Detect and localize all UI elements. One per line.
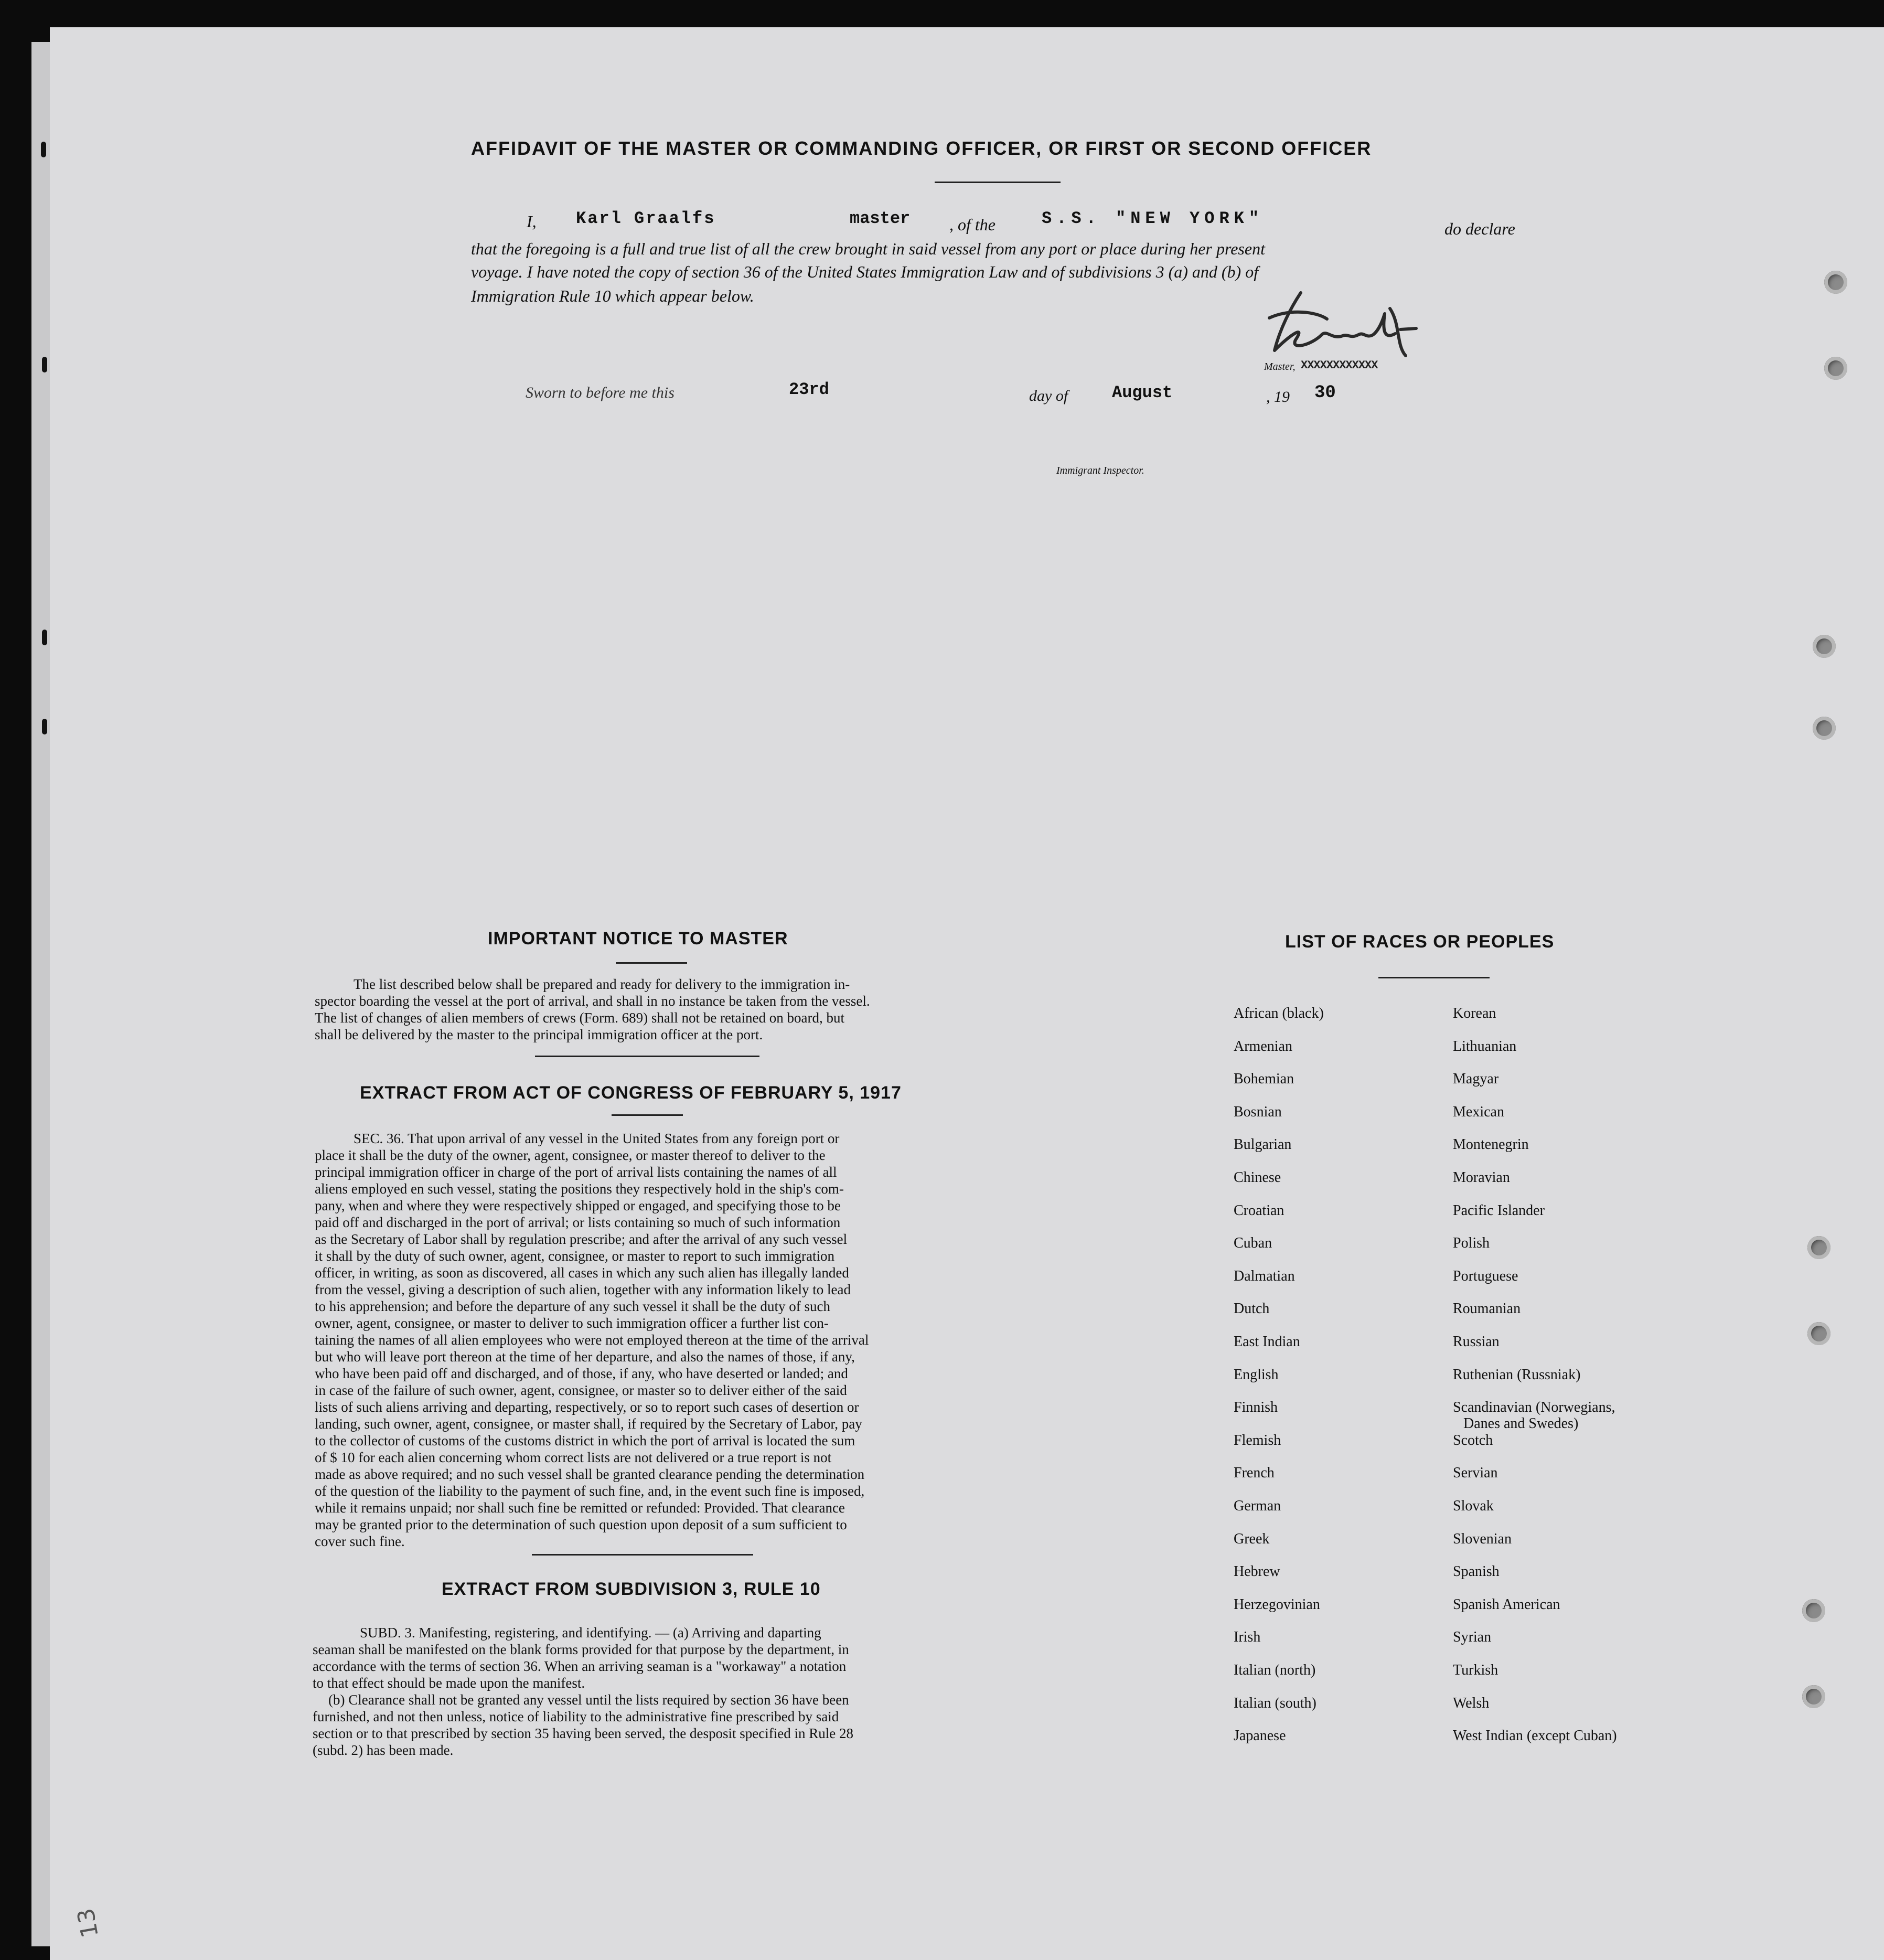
notice-line: spector boarding the vessel at the port of arrival, and shall in no instance be taken from the vessel. xyxy=(315,993,870,1009)
act-line: cover such fine. xyxy=(315,1533,405,1549)
rule-line: (subd. 2) has been made. xyxy=(313,1742,454,1758)
notice-body xyxy=(315,976,980,1043)
race-item: Slovak xyxy=(1453,1498,1494,1514)
act-line: of $ 10 for each alien concerning whom correct lists are not delivered or a true report is not xyxy=(315,1450,832,1465)
punch-hole xyxy=(1807,1236,1831,1259)
signature-label: Master, xyxy=(1264,361,1296,372)
race-item: Pacific Islander xyxy=(1453,1202,1545,1219)
affidavit-i-label: I, xyxy=(527,212,537,231)
act-line: pany, when and where they were respectively shipped or engaged, and specifying those to be xyxy=(315,1198,841,1213)
binding-mark xyxy=(42,357,47,372)
act-line: may be granted prior to the determination of such question upon deposit of a sum sufficient to xyxy=(315,1517,847,1532)
race-item: Dalmatian xyxy=(1234,1267,1295,1284)
act-line: made as above required; and no such vessel shall be granted clearance pending the determination xyxy=(315,1466,865,1482)
race-item: Finnish xyxy=(1234,1399,1278,1416)
master-name: Karl Graalfs xyxy=(576,209,716,228)
act-title-divider xyxy=(612,1114,683,1116)
race-item: Roumanian xyxy=(1453,1301,1521,1317)
race-item: Flemish xyxy=(1234,1432,1281,1448)
race-item: Italian (north) xyxy=(1234,1662,1316,1678)
race-item: Lithuanian xyxy=(1453,1038,1517,1054)
notice-line: The list of changes of alien members of crews (Form. 689) shall not be retained on board, but xyxy=(315,1010,844,1026)
punch-hole xyxy=(1813,635,1836,658)
race-item: Bosnian xyxy=(1234,1103,1282,1120)
act-line: place it shall be the duty of the owner, agent, consignee, or master thereof to deliver to the xyxy=(315,1147,826,1163)
sworn-label: Sworn to before me this xyxy=(526,384,675,401)
act-line: owner, agent, consignee, or master to deliver to such immigration officer a further list con- xyxy=(315,1315,829,1331)
punch-hole xyxy=(1813,717,1836,740)
race-item: West Indian (except Cuban) xyxy=(1453,1728,1617,1744)
act-line: taining the names of all alien employees who were not employed thereon at the time of the arrival xyxy=(315,1332,869,1348)
master-rank: master xyxy=(850,209,911,228)
notice-title: IMPORTANT NOTICE TO MASTER xyxy=(488,929,788,949)
race-item: Irish xyxy=(1234,1629,1261,1646)
rule-line: accordance with the terms of section 36. When an arriving seaman is a "workaway" a notation xyxy=(313,1658,847,1674)
race-item: Dutch xyxy=(1234,1301,1270,1317)
sworn-month: August xyxy=(1112,383,1173,402)
race-item: Spanish xyxy=(1453,1563,1500,1580)
punch-hole xyxy=(1807,1322,1831,1345)
race-item: English xyxy=(1234,1366,1279,1383)
race-item: Bulgarian xyxy=(1234,1136,1292,1153)
master-signature xyxy=(1259,277,1448,366)
race-item: Scotch xyxy=(1453,1432,1493,1448)
act-line: as the Secretary of Labor shall by regulation prescribe; and after the arrival of any such vessel xyxy=(315,1231,848,1247)
act-line: aliens employed en such vessel, stating the positions they respectively hold in the ship's com- xyxy=(315,1181,844,1197)
act-line: while it remains unpaid; nor shall such fine be remitted or refunded: Provided. That clearance xyxy=(315,1500,845,1516)
race-item: Croatian xyxy=(1234,1202,1284,1219)
race-item: Scandinavian (Norwegians, xyxy=(1453,1399,1615,1416)
act-line: it shall by the duty of such owner, agent, consignee, or master to report to such immigration xyxy=(315,1248,834,1264)
margin-note: 13 xyxy=(72,1906,104,1940)
act-line: lists of such aliens arriving and departing, respectively, or so to report such cases of desertion or xyxy=(315,1399,859,1415)
act-extract-title: EXTRACT FROM ACT OF CONGRESS OF FEBRUARY 5, 1917 xyxy=(360,1083,902,1103)
race-item: Magyar xyxy=(1453,1071,1499,1088)
rule-extract-title: EXTRACT FROM SUBDIVISION 3, RULE 10 xyxy=(442,1579,821,1599)
rule-line: to that effect should be made upon the manifest. xyxy=(313,1675,585,1691)
race-item: Moravian xyxy=(1453,1169,1510,1186)
race-item: Chinese xyxy=(1234,1169,1281,1186)
race-item: Mexican xyxy=(1453,1103,1504,1120)
act-divider xyxy=(532,1554,753,1556)
rule-line: furnished, and not then unless, notice of liability to the administrative fine prescribed by said xyxy=(313,1709,839,1724)
race-item: Herzegovinian xyxy=(1234,1596,1320,1613)
act-line: from the vessel, giving a description of such alien, together with any information likely to lead xyxy=(315,1282,851,1297)
race-item: East Indian xyxy=(1234,1334,1300,1350)
affidavit-line-2: that the foregoing is a full and true list of all the crew brought in said vessel from any port or place during her present xyxy=(471,239,1265,258)
signature-struck-text: XXXXXXXXXXXX xyxy=(1301,359,1378,372)
act-extract-body xyxy=(315,1130,980,1550)
act-line: of the question of the liability to the payment of such fine, and, in the event such fine is imposed, xyxy=(315,1483,865,1499)
notice-line: The list described below shall be prepared and ready for delivery to the immigration in- xyxy=(354,976,850,992)
act-line: officer, in writing, as soon as discovered, all cases in which any such alien has illegally landed xyxy=(315,1265,849,1281)
race-item: Polish xyxy=(1453,1235,1490,1252)
notice-line: shall be delivered by the master to the principal immigration officer at the port. xyxy=(315,1027,763,1042)
race-item: Slovenian xyxy=(1453,1530,1512,1547)
race-item: Syrian xyxy=(1453,1629,1492,1646)
title-divider xyxy=(935,182,1061,183)
rule-line: seaman shall be manifested on the blank forms provided for that purpose by the department, in xyxy=(313,1642,849,1657)
race-item: Japanese xyxy=(1234,1728,1286,1744)
race-item: Greek xyxy=(1234,1530,1270,1547)
act-line: to the collector of customs of the customs district in which the port of arrival is located the sum xyxy=(315,1433,855,1448)
notice-title-divider xyxy=(616,962,687,964)
act-line: to his apprehension; and before the departure of any such vessel it shall be the duty of such xyxy=(315,1298,830,1314)
race-item: German xyxy=(1234,1498,1281,1514)
punch-hole xyxy=(1824,271,1847,294)
races-title: LIST OF RACES OR PEOPLES xyxy=(1285,932,1555,952)
race-item: Portuguese xyxy=(1453,1267,1518,1284)
affidavit-title: AFFIDAVIT OF THE MASTER OR COMMANDING OFFICER, OR FIRST OR SECOND OFFICER xyxy=(471,137,1372,159)
act-line: landing, such owner, agent, consignee, or master shall, if required by the Secretary of Labor, pay xyxy=(315,1416,862,1432)
do-declare-label: do declare xyxy=(1444,219,1515,238)
race-item-continued: Danes and Swedes) xyxy=(1463,1415,1579,1432)
of-the-label: , of the xyxy=(949,215,995,234)
race-item: Italian (south) xyxy=(1234,1695,1316,1711)
affidavit-line-4: Immigration Rule 10 which appear below. xyxy=(471,286,754,305)
year-suffix: 30 xyxy=(1314,383,1336,403)
race-item: Spanish American xyxy=(1453,1596,1560,1613)
race-item: Montenegrin xyxy=(1453,1136,1529,1153)
punch-hole xyxy=(1802,1685,1825,1708)
rule-line: SUBD. 3. Manifesting, registering, and identifying. — (a) Arriving and daparting xyxy=(360,1625,821,1641)
act-line: paid off and discharged in the port of arrival; or lists containing so much of such information xyxy=(315,1215,841,1230)
act-line: who have been paid off and discharged, and of those, if any, who have deserted or landed; and xyxy=(315,1366,848,1381)
inspector-label: Immigrant Inspector. xyxy=(1056,465,1144,476)
rule-extract-body xyxy=(313,1624,971,1759)
act-line: but who will leave port thereon at the time of her departure, and also the names of those, if any, xyxy=(315,1349,855,1365)
act-line: in case of the failure of such owner, agent, consignee, or master so to deliver either of the said xyxy=(315,1382,847,1398)
vessel-name: S.S. "NEW YORK" xyxy=(1042,209,1264,228)
year-prefix: , 19 xyxy=(1266,388,1290,406)
binding-mark xyxy=(42,630,47,645)
race-item: Korean xyxy=(1453,1005,1496,1021)
race-item: French xyxy=(1234,1465,1275,1482)
races-title-divider xyxy=(1378,977,1490,978)
act-line: SEC. 36. That upon arrival of any vessel in the United States from any foreign port or xyxy=(354,1131,840,1146)
race-item: Ruthenian (Russniak) xyxy=(1453,1366,1581,1383)
punch-hole xyxy=(1824,357,1847,380)
rule-line: (b) Clearance shall not be granted any vessel until the lists required by section 36 have been xyxy=(328,1692,849,1708)
notice-divider xyxy=(535,1056,759,1057)
day-of-label: day of xyxy=(1029,387,1068,404)
race-item: Welsh xyxy=(1453,1695,1490,1711)
race-item: Servian xyxy=(1453,1465,1498,1482)
sworn-day: 23rd xyxy=(789,380,829,399)
race-item: Turkish xyxy=(1453,1662,1498,1678)
binding-mark xyxy=(41,142,46,157)
race-item: Bohemian xyxy=(1234,1071,1294,1088)
race-item: Hebrew xyxy=(1234,1563,1280,1580)
race-item: Russian xyxy=(1453,1334,1500,1350)
binding-mark xyxy=(42,719,47,734)
punch-hole xyxy=(1802,1599,1825,1622)
affidavit-line-3: voyage. I have noted the copy of section 36 of the United States Immigration Law and of subdivisions 3 (a) and (b) of xyxy=(471,262,1259,281)
race-item: Cuban xyxy=(1234,1235,1272,1252)
rule-line: section or to that prescribed by section 35 having been served, the desposit specified in Rule 28 xyxy=(313,1725,853,1741)
page-edge-shadow xyxy=(31,42,52,1946)
race-item: African (black) xyxy=(1234,1005,1324,1021)
race-item: Armenian xyxy=(1234,1038,1292,1054)
act-line: principal immigration officer in charge of the port of arrival lists containing the names of all xyxy=(315,1164,837,1180)
